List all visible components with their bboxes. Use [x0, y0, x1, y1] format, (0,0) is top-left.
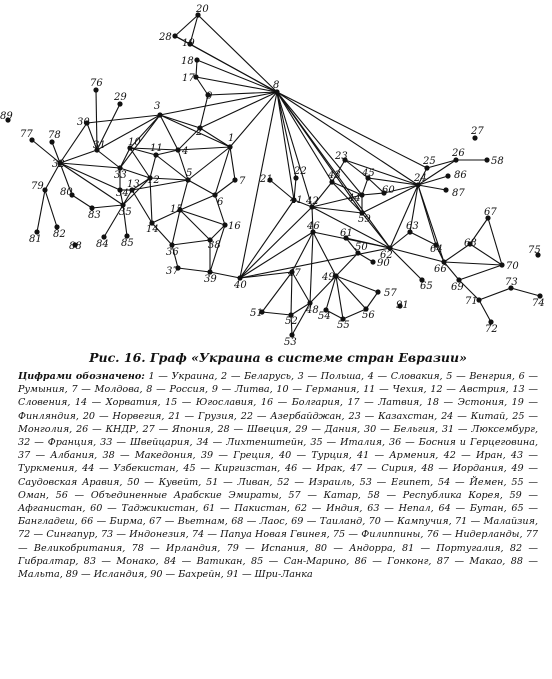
graph-edge-8-17: [196, 77, 280, 92]
graph-node-73: [505, 277, 518, 291]
graph-node-label: 61: [340, 228, 353, 239]
graph-node-21: [259, 174, 273, 185]
graph-node-20: [195, 4, 209, 18]
graph-edge-45-24: [368, 178, 418, 185]
graph-node-label: 46: [307, 221, 320, 232]
graph-node-84: [96, 234, 109, 250]
graph-node-label: 32: [52, 159, 65, 170]
graph-node-dot: [227, 144, 232, 149]
graph-node-67: [484, 207, 497, 221]
graph-node-label: 17: [182, 73, 195, 84]
graph-node-89: [0, 111, 13, 123]
graph-node-label: 60: [382, 185, 395, 196]
graph-node-label: 76: [90, 78, 103, 89]
graph-edge-8-41: [277, 92, 294, 200]
graph-node-57: [375, 288, 397, 299]
graph-node-dot: [375, 289, 380, 294]
graph-node-label: 43: [328, 170, 341, 181]
graph-node-28: [158, 32, 178, 43]
graph-node-label: 62: [380, 250, 393, 261]
graph-node-51: [250, 308, 265, 319]
graph-node-label: 52: [285, 316, 298, 327]
graph-node-69: [451, 277, 464, 293]
figure-legend: [18, 370, 538, 581]
graph-edge-8-44: [277, 92, 362, 195]
graph-edge-79-81: [37, 190, 45, 232]
graph-node-label: 27: [471, 126, 484, 137]
graph-node-label: 16: [228, 221, 241, 232]
graph-node-label: 7: [239, 176, 246, 187]
graph-node-23: [334, 151, 348, 163]
graph-node-78: [48, 130, 61, 145]
graph-edge-8-20: [198, 15, 280, 92]
graph-edge-3-30: [87, 115, 160, 123]
graph-node-label: 50: [355, 242, 368, 253]
graph-node-29: [113, 92, 127, 107]
graph-node-label: 44: [348, 193, 361, 204]
graph-node-label: 83: [88, 210, 101, 221]
graph-node-1: [227, 133, 234, 150]
graph-edge-11-5: [156, 155, 188, 180]
graph-node-label: 20: [196, 4, 209, 15]
graph-edge-71-72: [479, 300, 491, 322]
graph-node-4: [175, 146, 188, 157]
graph-node-label: 10: [128, 137, 141, 148]
graph-edge-13-14: [132, 190, 152, 223]
graph-node-11: [150, 143, 163, 158]
graph-node-71: [465, 296, 482, 307]
graph-node-label: 41: [290, 195, 303, 206]
graph-edge-80-83: [72, 195, 92, 208]
graph-node-label: 72: [485, 324, 498, 335]
graph-node-dot: [484, 157, 489, 162]
graph-node-label: 24: [414, 173, 427, 184]
graph-node-dot: [232, 177, 237, 182]
graph-node-77: [20, 129, 35, 143]
graph-node-label: 53: [284, 337, 297, 345]
graph-node-56: [362, 306, 375, 321]
graph-edge-1-2: [200, 128, 230, 147]
graph-node-74: [532, 293, 545, 309]
graph-node-label: 47: [288, 268, 301, 279]
graph-node-90: [370, 258, 390, 269]
graph-edge-69-70: [459, 265, 502, 280]
graph-node-label: 21: [260, 174, 273, 185]
graph-node-label: 30: [77, 117, 90, 128]
graph-edge-49-57: [336, 276, 378, 292]
graph-node-82: [53, 224, 66, 240]
graph-node-label: 65: [420, 281, 433, 292]
graph-node-label: 57: [384, 288, 397, 299]
graph-edge-73-74: [511, 288, 540, 296]
graph-node-34: [116, 187, 129, 199]
graph-node-label: 69: [451, 282, 464, 293]
graph-node-label: 15: [170, 204, 183, 215]
graph-node-label: 14: [146, 224, 159, 235]
graph-node-64: [430, 242, 443, 255]
graph-node-2: [195, 125, 203, 138]
graph-node-label: 79: [31, 181, 44, 192]
graph-node-label: 12: [147, 175, 160, 186]
graph-node-54: [318, 307, 331, 322]
graph-node-label: 13: [127, 179, 140, 190]
graph-node-label: 1: [228, 133, 235, 144]
graph-node-label: 67: [484, 207, 497, 218]
graph-node-label: 54: [318, 311, 331, 322]
graph-node-45: [361, 168, 375, 181]
graph-node-label: 78: [48, 130, 61, 141]
graph-edge-5-6: [188, 180, 215, 195]
graph-node-label: 70: [506, 261, 519, 272]
graph-node-label: 40: [234, 280, 247, 291]
graph-node-30: [77, 117, 90, 128]
graph-node-label: 39: [204, 274, 217, 285]
graph-node-label: 8: [273, 80, 280, 91]
graph-node-22: [293, 166, 307, 181]
graph-node-32: [52, 159, 65, 170]
graph-node-dot: [445, 173, 450, 178]
graph-node-47: [287, 268, 301, 279]
graph-node-12: [147, 175, 160, 186]
graph-edge-6-15: [180, 195, 215, 210]
graph-node-25: [422, 156, 436, 171]
graph-node-label: 77: [20, 129, 33, 140]
graph-edge-10-33: [120, 148, 130, 168]
graph-node-label: 26: [452, 148, 465, 159]
graph-edge-44-60: [362, 193, 384, 195]
graph-node-label: 59: [358, 214, 371, 225]
graph-node-35: [119, 202, 132, 218]
graph-node-label: 25: [423, 156, 436, 167]
graph-node-label: 68: [464, 238, 477, 249]
graph-node-label: 42: [306, 196, 319, 207]
graph-node-41: [289, 195, 303, 206]
graph-node-dot: [172, 33, 177, 38]
graph-node-label: 3: [154, 101, 161, 112]
graph-node-16: [222, 221, 241, 232]
graph-node-label: 73: [505, 277, 518, 288]
graph-node-label: 22: [294, 166, 307, 177]
graph-edge-51-52: [262, 312, 291, 315]
figure-caption: Рис. 16. Граф «Украина в системе стран Евразии»: [89, 350, 467, 365]
graph-node-43: [327, 170, 341, 185]
graph-node-label: 88: [69, 241, 82, 252]
graph-node-6: [212, 192, 224, 208]
graph-node-label: 84: [96, 239, 109, 250]
graph-edge-38-36: [172, 240, 210, 245]
graph-edge-8-40: [240, 92, 277, 278]
graph-edge-24-87: [418, 185, 446, 190]
graph-node-31: [93, 140, 106, 153]
graph-edge-66-70: [444, 262, 502, 265]
graph-edge-1-3: [160, 115, 230, 147]
graph-node-label: 64: [430, 244, 443, 255]
graph-node-66: [434, 259, 447, 275]
graph-node-85: [121, 233, 134, 249]
graph-edge-1-6: [215, 147, 230, 195]
graph-node-81: [29, 229, 42, 245]
graph-edge-8-18: [197, 60, 280, 92]
graph-node-dot: [222, 222, 227, 227]
graph-node-label: 89: [0, 111, 13, 122]
graph-node-61: [340, 228, 353, 241]
graph-node-9: [205, 91, 213, 102]
graph-edge-62-65: [390, 248, 422, 280]
graph-node-label: 80: [60, 187, 73, 198]
graph-node-label: 49: [322, 272, 335, 283]
graph-edge-8-3: [160, 92, 277, 115]
graph-node-60: [381, 185, 395, 196]
graph-node-49: [321, 272, 339, 283]
graph-node-dot: [157, 112, 162, 117]
graph-node-48: [305, 300, 319, 316]
graph-edge-30-32: [60, 123, 87, 163]
graph-edge-40-42: [240, 207, 312, 278]
graph-node-label: 81: [29, 234, 42, 245]
graph-node-label: 29: [114, 92, 127, 103]
graph-node-label: 2: [196, 127, 203, 138]
graph-node-17: [182, 73, 199, 84]
graph-node-70: [499, 261, 519, 272]
graph-node-37: [166, 265, 181, 277]
graph-edge-50-90: [358, 253, 373, 262]
graph-edge-23-24: [345, 160, 418, 185]
graph-edge-1-7: [230, 147, 235, 180]
graph-node-label: 74: [532, 298, 545, 309]
graph-node-label: 19: [182, 38, 195, 49]
graph-edge-42-59: [312, 207, 362, 213]
graph-node-label: 58: [491, 156, 504, 167]
graph-edge-71-73: [479, 288, 511, 300]
graph-edge-6-7: [215, 180, 235, 195]
graph-node-label: 71: [465, 296, 478, 307]
graph-node-80: [60, 187, 75, 198]
graph-node-65: [419, 277, 432, 292]
legend-text: 1 — Украина, 2 — Беларусь, 3 — Польша, 4 — Словакия, 5 — Венгрия, 6 — Румыния, 7 — Молдова, 8 — Россия, 9 — Литва, 10 — Германия, 11 — Чехия, 12 — Австрия, 13 — Словения, 14 — Хорватия, 15 — Югославия, 16 — Болгария, 17 — Латвия, 18 — Эстония, 19 — Финляндия, 20 — Норвегия, 21 — Грузия, 22 — Азербайджан, 23 — Казахстан, 24 — Китай, 25 — Монголия, 26 — КНДР, 27 — Япония, 28 — Швеция, 29 — Дания, 30 — Бельгия, 31 — Люксембург, 32 — Франция, 33 — Швейцария, 34 — Лихтенштейн, 35 — Италия, 36 — Босния и Герцеговина, 37 — Албания, 38 — Македония, 39 — Греция, 40 — Турция, 41 — Армения, 42 — Иран, 43 — Туркмения, 44 — Узбекистан, 45 — Киргизстан, 46 — Ирак, 47 — Сирия, 48 — Иордания, 49 — Саудовская Аравия, 50 — Кувейт, 51 — Ливан, 52 — Израиль, 53 — Египет, 54 — Йемен, 55 — Оман, 56 — Объединенные Арабские Эмираты, 57 — Катар, 58 — Республика Корея, 59 — Афганистан, 60 — Таджикистан, 61 — Пакистан, 62 — Индия, 63 — Непал, 64 — Бутан, 65 — Бангладеш, 66 — Бирма, 67 — Вьетнам, 68 — Лаос, 69 — Таиланд, 70 — Кампучия, 71 — Малайзия, 72 — Сингапур, 73 — Индонезия, 74 — Папуа Новая Гвинея, 75 — Филиппины, 76 — Нидерланды, 77 — Великобритания, 78 — Ирландия, 79 — Испания, 80 — Андорра, 81 — Португалия, 82 — Гибралтар, 83 — Монако, 84 — Ватикан, 85 — Сан-Марино, 86 — Гонконг, 87 — Макао, 88 — Мальта, 89 — Исландия, 90 — Бахрейн, 91 — Шри-Ланка: [18, 371, 538, 581]
graph-edge-31-32: [60, 150, 97, 163]
graph-node-label: 55: [337, 320, 350, 331]
legend-title: Цифрами обозначено:: [18, 371, 145, 382]
graph-node-7: [232, 176, 246, 187]
graph-node-label: 33: [114, 170, 127, 181]
graph-node-5: [185, 168, 192, 183]
graph-node-72: [485, 319, 498, 335]
graph-node-86: [445, 170, 467, 181]
graph-node-label: 31: [93, 140, 106, 151]
graph-node-27: [470, 126, 484, 141]
graph-node-55: [337, 316, 350, 331]
graph-node-dot: [370, 259, 375, 264]
graph-node-label: 51: [250, 308, 263, 319]
graph-edge-46-49: [313, 232, 336, 276]
graph-node-88: [69, 241, 82, 252]
graph-edge-56-57: [366, 292, 378, 309]
graph-edge-8-25: [277, 92, 427, 168]
graph-node-label: 82: [53, 229, 66, 240]
graph-node-label: 56: [362, 310, 375, 321]
graph-edge-79-82: [45, 190, 57, 227]
graph-edge-37-39: [178, 268, 210, 272]
graph-node-label: 34: [116, 188, 129, 199]
graph-node-38: [207, 237, 220, 251]
graph-node-label: 85: [121, 238, 134, 249]
graph-edge-44-45: [362, 178, 368, 195]
graph-node-label: 87: [452, 188, 465, 199]
graph-node-14: [146, 220, 159, 235]
graph-node-label: 66: [434, 264, 447, 275]
graph-node-19: [182, 38, 195, 49]
graph-node-91: [396, 300, 409, 311]
graph-node-53: [284, 332, 297, 345]
graph-node-dot: [499, 262, 504, 267]
graph-node-label: 4: [182, 146, 189, 157]
graph-node-label: 9: [206, 91, 213, 102]
graph-node-label: 35: [119, 207, 132, 218]
graph-node-dot: [175, 147, 180, 152]
graph-node-75: [528, 245, 541, 258]
graph-node-label: 63: [406, 221, 419, 232]
graph-edge-15-36: [172, 210, 180, 245]
graph-node-label: 75: [528, 245, 541, 256]
graph-node-label: 11: [150, 143, 163, 154]
graph-node-label: 48: [306, 305, 319, 316]
graph-node-label: 5: [186, 168, 193, 179]
graph-node-label: 86: [454, 170, 467, 181]
graph-node-76: [90, 78, 103, 93]
graph-node-68: [464, 238, 477, 249]
graph-node-label: 18: [181, 56, 194, 67]
graph-node-label: 37: [166, 266, 179, 277]
graph-node-dot: [443, 187, 448, 192]
graph-node-79: [31, 181, 48, 193]
graph-node-63: [406, 221, 419, 235]
graph-node-label: 45: [362, 168, 375, 179]
graph-node-label: 23: [335, 151, 348, 162]
graph-node-dot: [194, 57, 199, 62]
graph-edge-1-5: [188, 147, 230, 180]
graph-node-87: [443, 187, 465, 199]
graph-edge-46-48: [310, 232, 313, 303]
graph-nodes: [0, 4, 545, 345]
graph-node-label: 91: [396, 300, 409, 311]
graph-node-label: 90: [377, 258, 390, 269]
graph-edge-67-70: [488, 218, 502, 265]
graph-node-58: [484, 156, 503, 167]
graph-node-15: [170, 204, 183, 215]
graph-node-label: 36: [166, 247, 179, 258]
graph-edge-33-31: [97, 150, 120, 168]
graph-node-label: 6: [217, 197, 224, 208]
graph-node-label: 38: [208, 240, 221, 251]
graph-node-label: 28: [159, 32, 172, 43]
